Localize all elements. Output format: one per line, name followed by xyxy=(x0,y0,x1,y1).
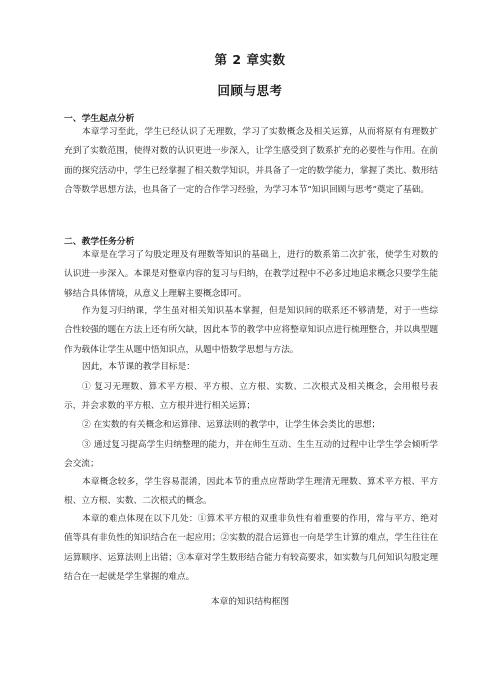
chapter-subtitle: 回顾与思考 xyxy=(217,83,283,98)
chapter-title: 第 2 章实数 xyxy=(214,52,286,67)
paragraph-key-points: 本章概念较多，学生容易混淆，因此本节的重点应帮助学生理清无理数、算术平方根、平方根、立方根、实数、二次根式的概念。 xyxy=(64,477,438,507)
paragraph-task-intro: 本章是在学习了勾股定理及有理数等知识的基础上，进行的数系第二次扩张，使学生对数的认识进一步深入。本课是对整章内容的复习与归纳，在教学过程中不必多过地追求概念只要学生能够结合具体情境，从意义上理解主要概念即可。 xyxy=(64,250,438,299)
figure-caption: 本章的知识结构框图 xyxy=(210,597,290,607)
goal-item-1: ① 复习无理数、算术平方根、平方根、立方根、实数、二次根式及相关概念，会用根号表示，并会求数的平方根、立方根并进行相关运算； xyxy=(64,382,438,412)
goal-item-3: ③ 通过复习提高学生归纳整理的能力，并在师生互动、生生互动的过程中让学生学会倾听学会交流； xyxy=(64,440,438,470)
goal-item-2: ② 在实数的有关概念和运算律、运算法则的教学中，让学生体会类比的思想； xyxy=(82,420,381,430)
paragraph-review-lesson: 作为复习归纳课，学生虽对相关知识基本掌握，但是知识间的联系还不够清楚，对于一些综合性较强的题在方法上还有所欠缺，因此本节的教学中应将整章知识点进行梳理整合，并以典型题作为载体让学生从题中悟知识点，从题中悟数学思想与方法。 xyxy=(64,306,438,355)
paragraph-student-analysis: 本章学习至此，学生已经认识了无理数，学习了实数概念及相关运算，从而将原有有理数扩充到了实数范围，使得对数的认识更进一步深入，让学生感受到了数系扩充的必要性与作用。在前面的探究活动中，学生已经掌握了相关数学知识，并具备了一定的数学能力，掌握了类比、数形结合等数学思想方法，也具备了一定的合作学习经验，为学习本节“知识回顾与思考”奠定了基础。 xyxy=(64,127,438,196)
section-heading-student-analysis: 一、学生起点分析 xyxy=(64,114,135,124)
paragraph-goals-lead: 因此，本节课的教学目标是： xyxy=(82,362,195,372)
section-heading-task-analysis: 二、教学任务分析 xyxy=(64,237,135,247)
paragraph-difficulties: 本章的难点体现在以下几处：①算术平方根的双重非负性有着重要的作用，常与平方、绝对值等具有非负性的知识结合在一起应用；②实数的混合运算也一向是学生计算的难点，学生往往在运算顺序、运算法则上出错；③本章对学生数形结合能力有较高要求，如实数与几何知识勾股定理结合在一起就是学生掌握的难点。 xyxy=(64,514,438,583)
